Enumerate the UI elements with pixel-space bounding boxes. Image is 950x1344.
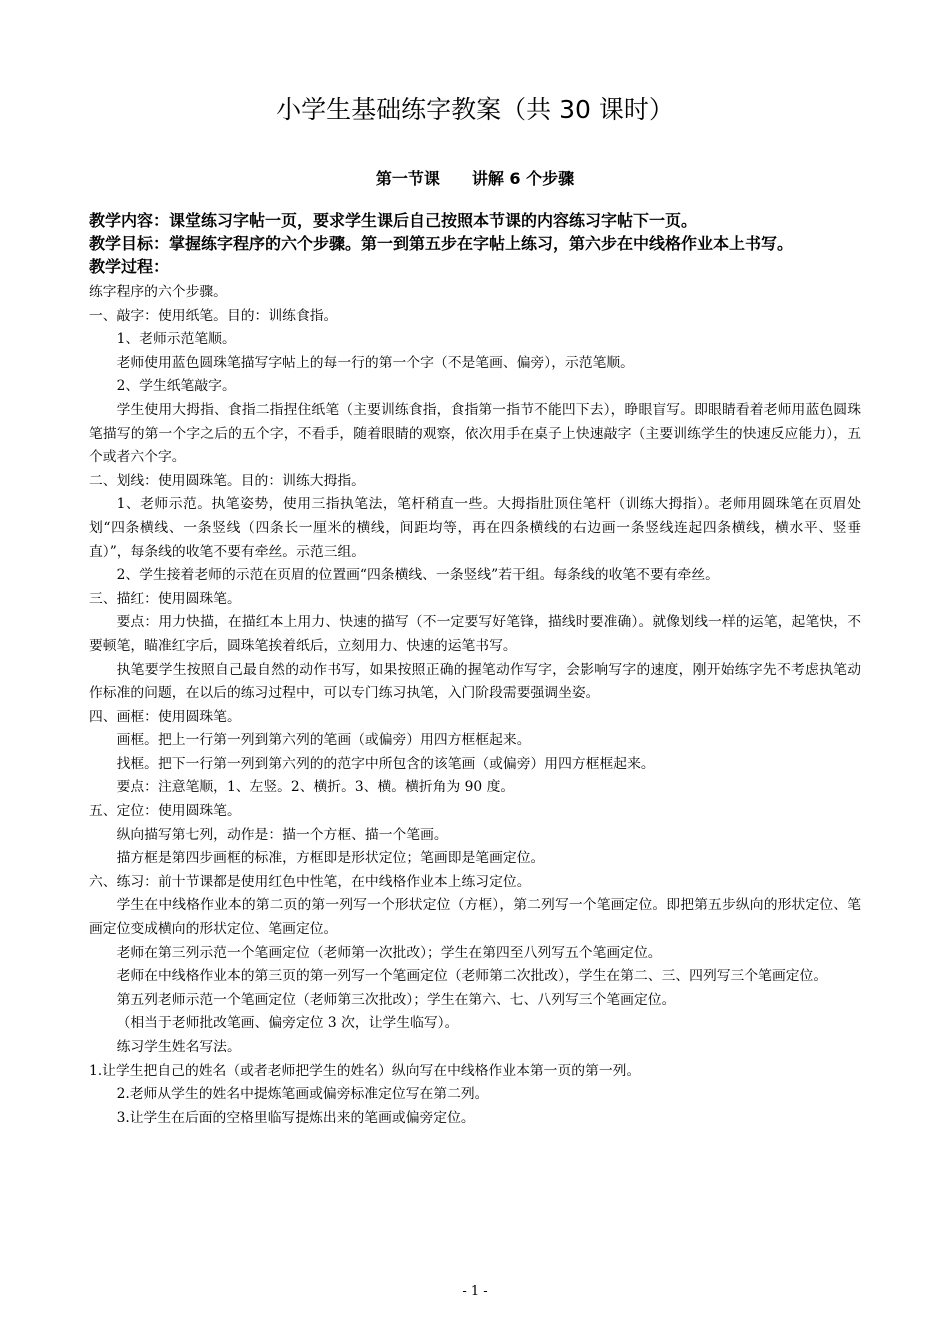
paragraph: 练字程序的六个步骤。 bbox=[89, 284, 227, 300]
paragraph: （相当于老师批改笔画、偏旁定位 3 次，让学生临写）。 bbox=[116, 1015, 459, 1032]
paragraph: 2、学生接着老师的示范在页眉的位置画“四条横线、一条竖线”若干组。每条线的收笔不要有牵丝。 bbox=[116, 567, 719, 584]
paragraph: 纵向描写第七列，动作是：描一个方框、描一个笔画。 bbox=[116, 826, 448, 843]
paragraph: 第五列老师示范一个笔画定位（老师第三次批改）；学生在第六、七、八列写三个笔画定位。 bbox=[116, 991, 676, 1008]
paragraph: 1、老师示范笔顺。 bbox=[116, 331, 236, 348]
lesson-label: 第一节课 bbox=[375, 169, 440, 188]
paragraph: 老师在中线格作业本的第三页的第一列写一个笔画定位（老师第二次批改），学生在第二、三、四列写三个笔画定位。 bbox=[116, 968, 828, 985]
step-heading: 五、定位：使用圆珠笔。 bbox=[89, 803, 241, 820]
paragraph: 3.让学生在后面的空格里临写提炼出来的笔画或偏旁定位。 bbox=[116, 1109, 475, 1126]
lesson-heading bbox=[0, 166, 950, 189]
paragraph: 要点：注意笔顺，1、左竖。2、横折。3、横。横折角为 90 度。 bbox=[116, 779, 515, 796]
document-body bbox=[89, 209, 861, 1130]
page-number: - 1 - bbox=[462, 1284, 488, 1299]
paragraph: 画框。把上一行第一列到第六列的笔画（或偏旁）用四方框框起来。 bbox=[116, 732, 531, 749]
paragraph: 找框。把下一行第一列到第六列的的范字中所包含的该笔画（或偏旁）用四方框框起来。 bbox=[116, 755, 655, 772]
paragraph: 描方框是第四步画框的标准，方框即是形状定位；笔画即是笔画定位。 bbox=[116, 850, 545, 867]
teaching-process bbox=[89, 281, 861, 1130]
paragraph: 学生在中线格作业本的第二页的第一列写一个形状定位（方框），第二列写一个笔画定位。即把第五步纵向的形状定位、笔画定位变成横向的形状定位、笔画定位。 bbox=[89, 897, 861, 938]
step-heading: 四、画框：使用圆珠笔。 bbox=[89, 708, 241, 725]
paragraph: 老师使用蓝色圆珠笔描写字帖上的每一行的第一个字（不是笔画、偏旁），示范笔顺。 bbox=[116, 354, 634, 371]
paragraph: 执笔要学生按照自己最自然的动作书写，如果按照正确的握笔动作写字，会影响写字的速度，刚开始练字先不考虑执笔动作标准的问题，在以后的练习过程中，可以专门练习执笔，入门阶段需要强调坐姿。 bbox=[89, 661, 861, 702]
lesson-topic: 讲解 6 个步骤 bbox=[471, 169, 575, 188]
document-title: 小学生基础练字教案（共 30 课时） bbox=[276, 95, 674, 124]
paragraph: 2.老师从学生的姓名中提炼笔画或偏旁标准定位写在第二列。 bbox=[116, 1086, 489, 1103]
step-heading: 一、敲字：使用纸笔。目的：训练食指。 bbox=[89, 307, 338, 324]
teaching-goal: 教学目标：掌握练字程序的六个步骤。第一到第五步在字帖上练习，第六步在中线格作业本上书写。 bbox=[89, 234, 794, 253]
paragraph: 老师在第三列示范一个笔画定位（老师第一次批改）；学生在第四至八列写五个笔画定位。 bbox=[116, 944, 662, 961]
paragraph: 学生使用大拇指、食指二指捏住纸笔（主要训练食指，食指第一指节不能凹下去），睁眼盲写。即眼睛看着老师用蓝色圆珠笔描写的第一个字之后的五个字，不看手，随着眼睛的观察，依次用手在桌子上快速敲字（主要训练学生的快速反应能力），五个或者六个字。 bbox=[89, 401, 861, 466]
paragraph: 练习学生姓名写法。 bbox=[116, 1039, 241, 1055]
paragraph: 1.让学生把自己的姓名（或者老师把学生的姓名）纵向写在中线格作业本第一页的第一列。 bbox=[89, 1062, 641, 1079]
teaching-process-heading: 教学过程： bbox=[89, 257, 170, 276]
step-heading: 三、描红：使用圆珠笔。 bbox=[89, 590, 241, 607]
paragraph: 1、老师示范。执笔姿势，使用三指执笔法，笔杆稍直一些。大拇指肚顶住笔杆（训练大拇指）。老师用圆珠笔在页眉处划“四条横线、一条竖线（四条长一厘米的横线，间距均等，再在四条横线的右边画一条竖线连起四条横线，横水平、竖垂直）”，每条线的收笔不要有牵丝。示范三组。 bbox=[89, 496, 861, 560]
step-heading: 二、划线：使用圆珠笔。目的：训练大拇指。 bbox=[89, 472, 365, 489]
paragraph: 2、学生纸笔敲字。 bbox=[116, 378, 236, 395]
step-heading: 六、练习：前十节课都是使用红色中性笔，在中线格作业本上练习定位。 bbox=[89, 873, 531, 890]
paragraph: 要点：用力快描，在描红本上用力、快速的描写（不一定要写好笔锋，描线时要准确）。就像划线一样的运笔，起笔快，不要顿笔，瞄准红字后，圆珠笔挨着纸后，立刻用力、快速的运笔书写。 bbox=[89, 614, 861, 654]
teaching-content: 教学内容：课堂练习字帖一页，要求学生课后自己按照本节课的内容练习字帖下一页。 bbox=[89, 211, 698, 230]
